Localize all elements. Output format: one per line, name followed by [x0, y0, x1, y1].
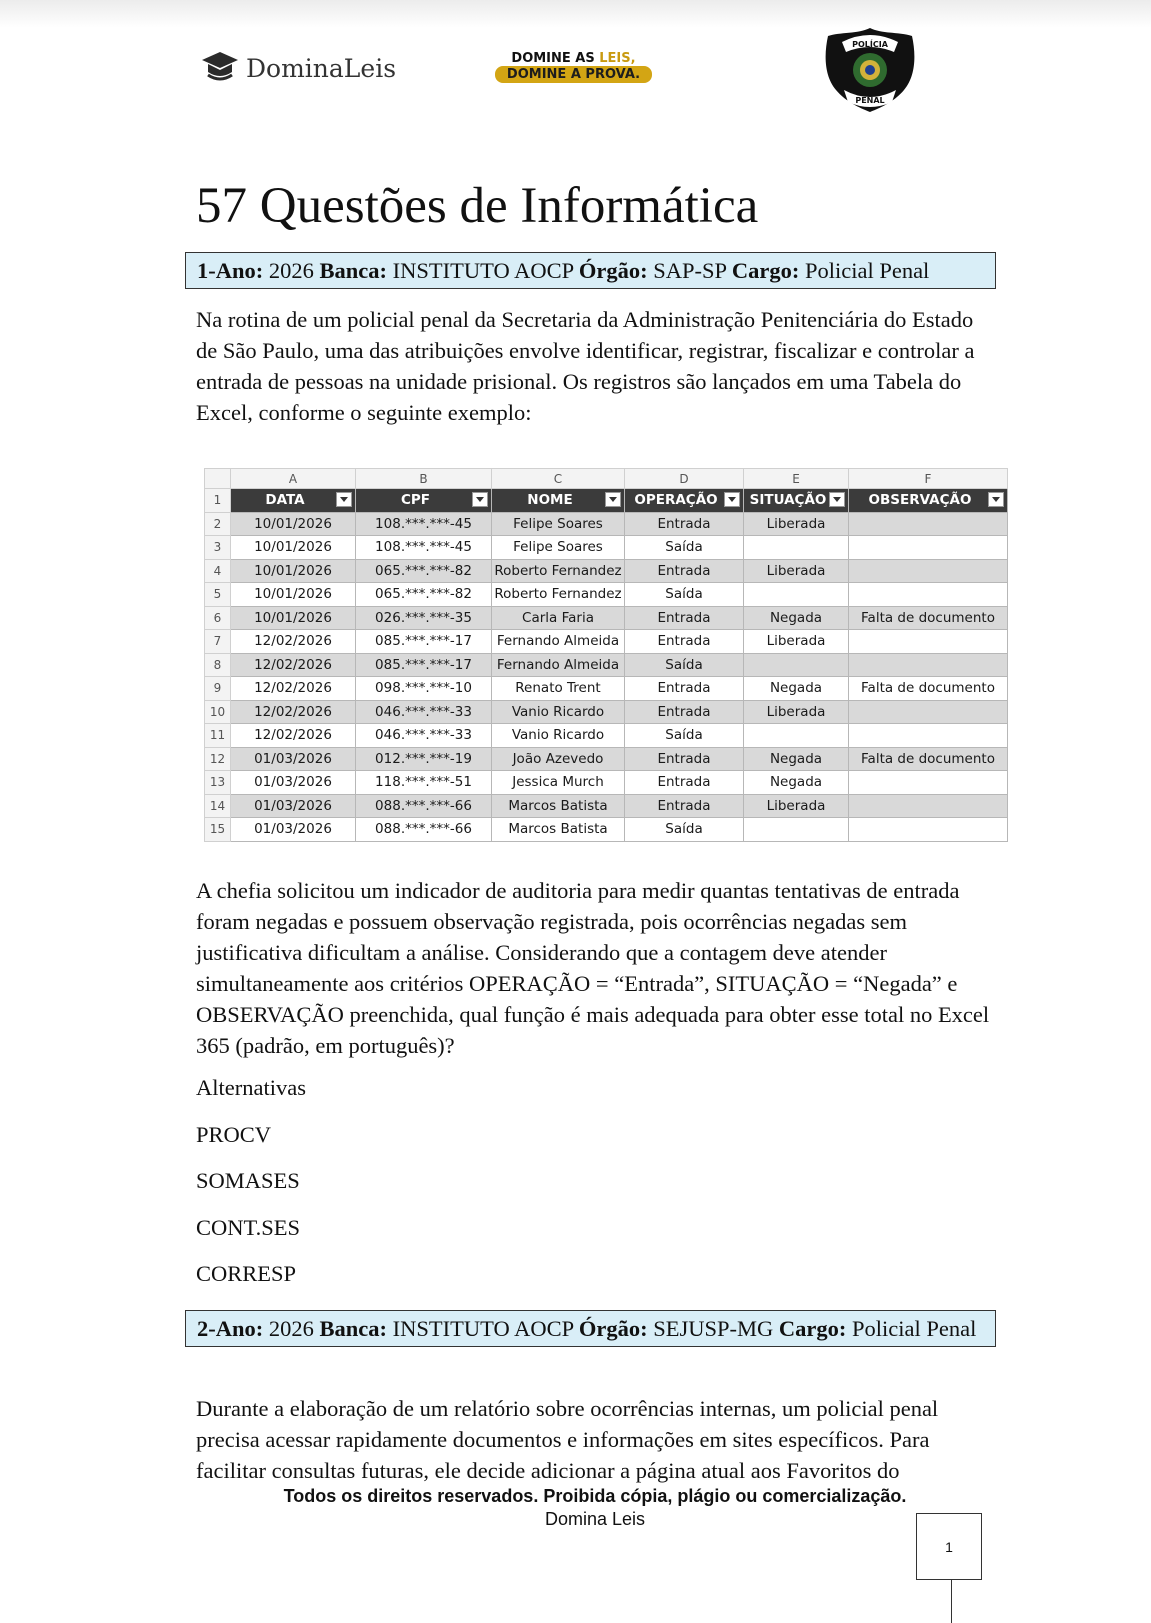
table-cell[interactable]: Saída [625, 583, 744, 607]
table-cell[interactable] [849, 653, 1008, 677]
header-observacao [849, 489, 1008, 513]
table-cell[interactable]: 01/03/2026 [231, 771, 356, 795]
question-2-header [185, 1310, 996, 1347]
row-number[interactable]: 3 [205, 536, 231, 560]
page-number-divider [951, 1580, 952, 1623]
table-cell[interactable]: 065.***.***-82 [356, 559, 492, 583]
q2-cargo: Policial Penal [852, 1316, 977, 1341]
table-cell[interactable]: Saída [625, 724, 744, 748]
header-label: DATA [265, 492, 305, 509]
slogan-line1: DOMINE AS [511, 51, 600, 66]
header-label: CPF [400, 492, 431, 509]
alternative-b[interactable]: SOMASES [196, 1168, 300, 1193]
table-cell[interactable] [849, 700, 1008, 724]
row-number[interactable]: 2 [205, 512, 231, 536]
table-cell[interactable]: 10/01/2026 [231, 536, 356, 560]
row-number[interactable]: 7 [205, 630, 231, 654]
column-letter[interactable]: B [356, 469, 492, 489]
table-cell[interactable]: Felipe Soares [492, 536, 625, 560]
table-cell[interactable]: Felipe Soares [492, 512, 625, 536]
question-1-header [185, 252, 996, 289]
filter-dropdown-icon[interactable] [472, 492, 488, 507]
table-cell[interactable]: Falta de documento [849, 606, 1008, 630]
q1-orgao: SAP-SP [653, 258, 727, 283]
column-letter[interactable]: C [492, 469, 625, 489]
q2-year: 2026 [268, 1316, 314, 1341]
row-number[interactable]: 5 [205, 583, 231, 607]
row-number[interactable]: 14 [205, 794, 231, 818]
table-cell[interactable] [849, 630, 1008, 654]
row-number[interactable]: 11 [205, 724, 231, 748]
table-cell[interactable] [849, 818, 1008, 842]
table-cell[interactable]: Saída [625, 653, 744, 677]
table-cell[interactable]: 046.***.***-33 [356, 724, 492, 748]
table-cell[interactable]: Negada [744, 677, 849, 701]
svg-text:POLÍCIA: POLÍCIA [852, 40, 888, 49]
q1-cargo-label: Cargo: [731, 258, 800, 283]
top-shadow [0, 0, 1151, 28]
footer-brand: Domina Leis [544, 1509, 646, 1529]
graduation-cap-icon [200, 50, 240, 86]
table-cell[interactable]: 026.***.***-35 [356, 606, 492, 630]
row-number[interactable]: 13 [205, 771, 231, 795]
table-cell[interactable]: 046.***.***-33 [356, 700, 492, 724]
column-letter[interactable]: D [625, 469, 744, 489]
table-cell[interactable]: Liberada [744, 700, 849, 724]
q2-banca-label: Banca: [319, 1316, 387, 1341]
slogan-line2: DOMINE A PROVA. [495, 66, 652, 83]
table-cell[interactable]: Roberto Fernandez [492, 583, 625, 607]
table-row [205, 583, 1008, 607]
table-row [205, 536, 1008, 560]
table-cell[interactable]: 10/01/2026 [231, 583, 356, 607]
q2-orgao: SEJUSP-MG [653, 1316, 774, 1341]
question-1-intro: Na rotina de um policial penal da Secretaria da Administração Penitenciária do Estado de São Paulo, uma das atribuições envolve identificar, registrar, fiscalizar e controlar a entrada de pessoas na unidade prisional. Os registros são lançados em uma Tabela do Excel, conforme o seguinte exemplo: [196, 307, 975, 425]
table-cell[interactable]: Entrada [625, 677, 744, 701]
filter-dropdown-icon[interactable] [605, 492, 621, 507]
table-cell[interactable] [849, 724, 1008, 748]
row-number[interactable]: 10 [205, 700, 231, 724]
table-cell[interactable]: 12/02/2026 [231, 653, 356, 677]
table-cell[interactable] [849, 559, 1008, 583]
header-operacao [625, 489, 744, 513]
header-nome [492, 489, 625, 513]
table-cell[interactable] [744, 724, 849, 748]
q1-year: 2026 [268, 258, 314, 283]
table-cell[interactable] [744, 653, 849, 677]
alternative-a[interactable]: PROCV [196, 1122, 272, 1147]
table-cell[interactable]: Falta de documento [849, 747, 1008, 771]
table-cell[interactable] [849, 794, 1008, 818]
table-cell[interactable]: Negada [744, 606, 849, 630]
table-cell[interactable]: 085.***.***-17 [356, 630, 492, 654]
table-cell[interactable]: 118.***.***-51 [356, 771, 492, 795]
table-cell[interactable]: 12/02/2026 [231, 700, 356, 724]
column-letter[interactable]: F [849, 469, 1008, 489]
header-label: SITUAÇÃO [749, 492, 827, 509]
table-cell[interactable]: Fernando Almeida [492, 630, 625, 654]
table-cell[interactable]: 01/03/2026 [231, 818, 356, 842]
table-cell[interactable]: Roberto Fernandez [492, 559, 625, 583]
q2-number-label: 2-Ano: [197, 1316, 264, 1341]
table-cell[interactable]: Entrada [625, 700, 744, 724]
row-number[interactable]: 6 [205, 606, 231, 630]
filter-dropdown-icon[interactable] [336, 492, 352, 507]
q1-number-label: 1-Ano: [197, 258, 264, 283]
table-cell[interactable]: Entrada [625, 630, 744, 654]
table-cell[interactable]: 088.***.***-66 [356, 818, 492, 842]
table-cell[interactable]: João Azevedo [492, 747, 625, 771]
select-all-corner[interactable] [205, 469, 231, 489]
table-cell[interactable] [744, 536, 849, 560]
column-letter[interactable]: E [744, 469, 849, 489]
row-number[interactable]: 4 [205, 559, 231, 583]
table-cell[interactable]: Entrada [625, 559, 744, 583]
row-number[interactable]: 12 [205, 747, 231, 771]
filter-dropdown-icon[interactable] [724, 492, 740, 507]
table-row [205, 630, 1008, 654]
table-cell[interactable]: 01/03/2026 [231, 747, 356, 771]
table-cell[interactable]: Liberada [744, 512, 849, 536]
table-cell[interactable] [849, 536, 1008, 560]
table-cell[interactable]: 088.***.***-66 [356, 794, 492, 818]
table-header-row [205, 489, 1008, 513]
slogan-logo [487, 51, 660, 85]
table-row [205, 512, 1008, 536]
table-cell[interactable]: 108.***.***-45 [356, 536, 492, 560]
table-cell[interactable] [744, 818, 849, 842]
table-cell[interactable]: Entrada [625, 512, 744, 536]
q1-orgao-label: Órgão: [578, 258, 648, 283]
table-cell[interactable]: 098.***.***-10 [356, 677, 492, 701]
table-row [205, 818, 1008, 842]
table-row [205, 677, 1008, 701]
table-cell[interactable] [849, 512, 1008, 536]
table-cell[interactable]: Marcos Batista [492, 794, 625, 818]
header-label: NOME [527, 492, 573, 509]
table-cell[interactable]: 10/01/2026 [231, 512, 356, 536]
table-cell[interactable] [849, 583, 1008, 607]
table-cell[interactable]: Vanio Ricardo [492, 724, 625, 748]
table-cell[interactable]: Liberada [744, 630, 849, 654]
table-cell[interactable]: Carla Faria [492, 606, 625, 630]
q1-banca: INSTITUTO AOCP [392, 258, 574, 283]
table-cell[interactable]: Liberada [744, 794, 849, 818]
table-row [205, 747, 1008, 771]
table-cell[interactable]: Entrada [625, 771, 744, 795]
header-label: OBSERVAÇÃO [868, 492, 972, 509]
table-cell[interactable]: 01/03/2026 [231, 794, 356, 818]
page-title: 57 Questões de Informática [196, 178, 759, 234]
row-number[interactable]: 1 [205, 489, 231, 513]
header-label: OPERAÇÃO [634, 492, 718, 509]
q2-orgao-label: Órgão: [578, 1316, 648, 1341]
question-2-intro: Durante a elaboração de um relatório sobre ocorrências internas, um policial penal precisa acessar rapidamente documentos e informações em sites específicos. Para facilitar consultas futuras, ele decide adicionar a página atual aos Favoritos do [196, 1396, 939, 1483]
alternative-d[interactable]: CORRESP [196, 1261, 297, 1286]
question-1-statement: A chefia solicitou um indicador de auditoria para medir quantas tentativas de entrada foram negadas e possuem observação registrada, pois ocorrências negadas sem justificativa dificultam a análise. Considerando que a contagem deve atender simultaneamente aos critérios OPERAÇÃO = “Entrada”, SITUAÇÃO = “Negada” e OBSERVAÇÃO preenchida, qual função é mais adequada para obter esse total no Excel 365 (padrão, em português)? [196, 878, 990, 1058]
table-cell[interactable]: Negada [744, 771, 849, 795]
table-cell[interactable]: Vanio Ricardo [492, 700, 625, 724]
table-cell[interactable]: 065.***.***-82 [356, 583, 492, 607]
table-row [205, 700, 1008, 724]
table-cell[interactable]: 012.***.***-19 [356, 747, 492, 771]
svg-text:PENAL: PENAL [855, 96, 885, 105]
table-cell[interactable]: Fernando Almeida [492, 653, 625, 677]
header-situacao [744, 489, 849, 513]
q2-banca: INSTITUTO AOCP [392, 1316, 574, 1341]
column-letter[interactable]: A [231, 469, 356, 489]
table-row [205, 653, 1008, 677]
column-letters-row [205, 469, 1008, 489]
table-cell[interactable] [744, 583, 849, 607]
brand-name: DominaLeis [246, 53, 397, 83]
table-cell[interactable]: 10/01/2026 [231, 606, 356, 630]
table-cell[interactable]: Saída [625, 536, 744, 560]
alternatives-label: Alternativas [196, 1075, 306, 1100]
table-cell[interactable]: Marcos Batista [492, 818, 625, 842]
excel-table [204, 468, 1007, 838]
table-cell[interactable]: 12/02/2026 [231, 630, 356, 654]
table-cell[interactable]: 10/01/2026 [231, 559, 356, 583]
table-cell[interactable]: Jessica Murch [492, 771, 625, 795]
table-cell[interactable]: Falta de documento [849, 677, 1008, 701]
alternative-c[interactable]: CONT.SES [196, 1215, 300, 1240]
filter-dropdown-icon[interactable] [988, 492, 1004, 507]
table-cell[interactable]: 108.***.***-45 [356, 512, 492, 536]
table-cell[interactable]: Entrada [625, 794, 744, 818]
table-cell[interactable] [849, 771, 1008, 795]
table-cell[interactable]: Entrada [625, 747, 744, 771]
dominaleis-logo [200, 50, 396, 86]
table-row [205, 771, 1008, 795]
footer-rights: Todos os direitos reservados. Proibida cópia, plágio ou comercialização. [283, 1486, 907, 1506]
q1-cargo: Policial Penal [804, 258, 930, 283]
table-cell[interactable]: Saída [625, 818, 744, 842]
header-data [231, 489, 356, 513]
table-cell[interactable]: 085.***.***-17 [356, 653, 492, 677]
table-cell[interactable]: Liberada [744, 559, 849, 583]
table-cell[interactable]: Renato Trent [492, 677, 625, 701]
row-number[interactable]: 15 [205, 818, 231, 842]
row-number[interactable]: 9 [205, 677, 231, 701]
row-number[interactable]: 8 [205, 653, 231, 677]
table-cell[interactable]: 12/02/2026 [231, 677, 356, 701]
table-row [205, 794, 1008, 818]
filter-dropdown-icon[interactable] [829, 492, 845, 507]
slogan-highlight: LEIS, [599, 51, 636, 66]
table-row [205, 606, 1008, 630]
policia-penal-badge-icon [820, 24, 920, 114]
header-cpf [356, 489, 492, 513]
table-cell[interactable]: Entrada [625, 606, 744, 630]
table-cell[interactable]: 12/02/2026 [231, 724, 356, 748]
page-number: 1 [916, 1513, 982, 1580]
table-row [205, 559, 1008, 583]
q1-banca-label: Banca: [319, 258, 387, 283]
q2-cargo-label: Cargo: [778, 1316, 847, 1341]
table-cell[interactable]: Negada [744, 747, 849, 771]
table-row [205, 724, 1008, 748]
